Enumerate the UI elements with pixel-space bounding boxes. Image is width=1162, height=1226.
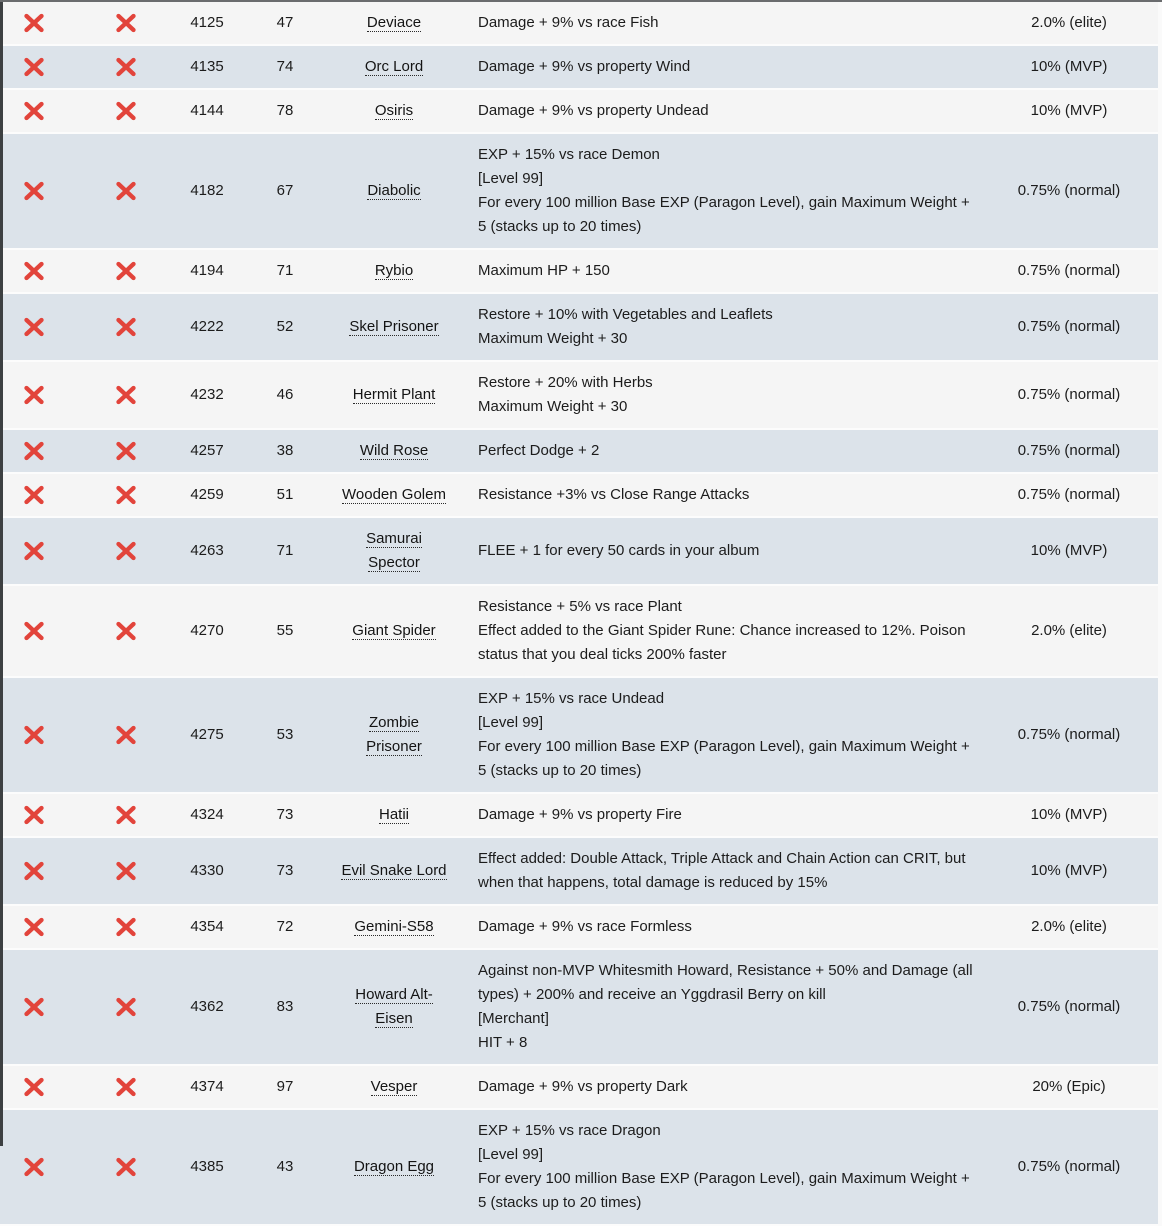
x-icon	[23, 13, 45, 33]
unavailable-cell-2	[68, 995, 184, 1019]
card-name-link[interactable]: Wooden Golem	[342, 486, 446, 503]
drop-rate: 2.0% (elite)	[1031, 918, 1107, 935]
unavailable-cell-2	[68, 55, 184, 79]
drop-rate: 0.75% (normal)	[1017, 262, 1121, 279]
card-level: 46	[276, 386, 294, 403]
unavailable-cell-1	[0, 1155, 68, 1179]
unavailable-cell-1	[0, 859, 68, 883]
effect-line: [Level 99]	[478, 170, 544, 187]
table-row	[0, 1110, 1158, 1226]
card-name-cell	[340, 11, 448, 35]
card-name-cell	[340, 915, 448, 939]
drop-rate: 0.75% (normal)	[1017, 998, 1121, 1015]
effect-line: EXP + 15% vs race Dragon	[478, 1122, 661, 1139]
card-effects	[448, 439, 980, 463]
card-level: 43	[276, 1158, 294, 1175]
card-effects	[448, 303, 980, 351]
unavailable-cell-1	[0, 383, 68, 407]
x-icon	[115, 541, 137, 561]
x-icon	[23, 317, 45, 337]
card-name-link[interactable]: Howard Alt-Eisen	[355, 986, 433, 1027]
card-name-cell	[340, 259, 448, 283]
drop-rate: 0.75% (normal)	[1017, 442, 1121, 459]
unavailable-cell-2	[68, 259, 184, 283]
effect-line: For every 100 million Base EXP (Paragon Level), gain Maximum Weight + 5 (stacks up to 20 times)	[478, 194, 970, 235]
drop-rate: 0.75% (normal)	[1017, 1158, 1121, 1175]
drop-rate: 0.75% (normal)	[1017, 486, 1121, 503]
unavailable-cell-1	[0, 619, 68, 643]
table-row	[0, 2, 1158, 46]
table-row	[0, 250, 1158, 294]
card-name-link[interactable]: Skel Prisoner	[349, 318, 439, 335]
table-row	[0, 294, 1158, 362]
card-name-cell	[340, 1155, 448, 1179]
x-icon	[23, 57, 45, 77]
card-name-link[interactable]: Osiris	[374, 102, 414, 119]
unavailable-cell-1	[0, 483, 68, 507]
effect-line: Resistance +3% vs Close Range Attacks	[478, 486, 750, 503]
card-name-cell	[340, 711, 448, 759]
x-icon	[23, 181, 45, 201]
unavailable-cell-1	[0, 915, 68, 939]
x-icon	[115, 621, 137, 641]
card-name-link[interactable]: Deviace	[366, 14, 422, 31]
x-icon	[23, 861, 45, 881]
x-icon	[23, 917, 45, 937]
card-name-link[interactable]: Hermit Plant	[352, 386, 436, 403]
x-icon	[23, 485, 45, 505]
card-id: 4194	[190, 262, 224, 279]
card-name-cell	[340, 55, 448, 79]
x-icon	[23, 621, 45, 641]
drop-rate: 10% (MVP)	[1030, 806, 1108, 823]
drop-rate: 2.0% (elite)	[1031, 14, 1107, 31]
effect-line: Restore + 10% with Vegetables and Leaflets	[478, 306, 773, 323]
table-row	[0, 518, 1158, 586]
card-effects	[448, 11, 980, 35]
card-id: 4144	[190, 102, 224, 119]
x-icon	[23, 997, 45, 1017]
unavailable-cell-2	[68, 1155, 184, 1179]
card-level: 97	[276, 1078, 294, 1095]
card-effects	[448, 803, 980, 827]
unavailable-cell-2	[68, 915, 184, 939]
table-row	[0, 46, 1158, 90]
card-level: 55	[276, 622, 294, 639]
effect-line: Effect added: Double Attack, Triple Attack and Chain Action can CRIT, but when that happens, total damage is reduced by 15%	[478, 850, 966, 891]
card-name-link[interactable]: Samurai Spector	[366, 530, 422, 571]
card-id: 4257	[190, 442, 224, 459]
unavailable-cell-1	[0, 179, 68, 203]
card-name-cell	[340, 315, 448, 339]
unavailable-cell-1	[0, 1075, 68, 1099]
unavailable-cell-2	[68, 1075, 184, 1099]
x-icon	[115, 317, 137, 337]
unavailable-cell-2	[68, 539, 184, 563]
card-id: 4324	[190, 806, 224, 823]
drop-rate: 20% (Epic)	[1032, 1078, 1106, 1095]
card-name-link[interactable]: Gemini-S58	[354, 918, 434, 935]
card-effects	[448, 99, 980, 123]
card-name-cell	[340, 383, 448, 407]
x-icon	[115, 13, 137, 33]
card-name-link[interactable]: Wild Rose	[359, 442, 429, 459]
table-row	[0, 586, 1158, 678]
table-row	[0, 678, 1158, 794]
card-id: 4232	[190, 386, 224, 403]
x-icon	[23, 1157, 45, 1177]
effect-line: [Level 99]	[478, 714, 544, 731]
card-name-cell	[340, 983, 448, 1031]
card-effects	[448, 483, 980, 507]
card-level: 53	[276, 726, 294, 743]
drop-rate: 0.75% (normal)	[1017, 726, 1121, 743]
card-name-link[interactable]: Orc Lord	[364, 58, 424, 75]
effect-line: Against non-MVP Whitesmith Howard, Resistance + 50% and Damage (all types) + 200% and receive an Yggdrasil Berry on kill	[478, 962, 973, 1003]
x-icon	[115, 861, 137, 881]
table-row	[0, 1066, 1158, 1110]
card-level: 78	[276, 102, 294, 119]
unavailable-cell-2	[68, 179, 184, 203]
card-effects	[448, 959, 980, 1055]
card-level: 71	[276, 262, 294, 279]
card-level: 71	[276, 542, 294, 559]
effect-line: Perfect Dodge + 2	[478, 442, 600, 459]
card-level: 73	[276, 806, 294, 823]
card-effects	[448, 1119, 980, 1215]
card-name-cell	[340, 803, 448, 827]
card-effects	[448, 687, 980, 783]
x-icon	[115, 181, 137, 201]
card-level: 83	[276, 998, 294, 1015]
card-id: 4354	[190, 918, 224, 935]
card-rows	[0, 2, 1158, 1226]
effect-line: Maximum Weight + 30	[478, 398, 628, 415]
card-name-link[interactable]: Dragon Egg	[353, 1158, 435, 1175]
table-row	[0, 950, 1158, 1066]
unavailable-cell-1	[0, 539, 68, 563]
card-name-cell	[340, 179, 448, 203]
card-name-cell	[340, 527, 448, 575]
drop-rate: 0.75% (normal)	[1017, 386, 1121, 403]
effect-line: Damage + 9% vs property Dark	[478, 1078, 688, 1095]
effect-line: HIT + 8	[478, 1034, 528, 1051]
effect-line: Damage + 9% vs race Formless	[478, 918, 692, 935]
unavailable-cell-2	[68, 383, 184, 407]
table-row	[0, 906, 1158, 950]
x-icon	[23, 261, 45, 281]
card-effects	[448, 55, 980, 79]
effect-line: EXP + 15% vs race Demon	[478, 146, 660, 163]
drop-rate: 10% (MVP)	[1030, 542, 1108, 559]
table-row	[0, 90, 1158, 134]
card-effects	[448, 371, 980, 419]
card-effects	[448, 539, 980, 563]
unavailable-cell-1	[0, 11, 68, 35]
card-effects	[448, 915, 980, 939]
drop-rate: 10% (MVP)	[1030, 102, 1108, 119]
x-icon	[23, 1077, 45, 1097]
card-id: 4362	[190, 998, 224, 1015]
x-icon	[115, 917, 137, 937]
card-level: 47	[276, 14, 294, 31]
card-name-cell	[340, 483, 448, 507]
effect-line: Maximum Weight + 30	[478, 330, 628, 347]
card-effects	[448, 143, 980, 239]
drop-rate: 0.75% (normal)	[1017, 318, 1121, 335]
effect-line: Resistance + 5% vs race Plant	[478, 598, 682, 615]
unavailable-cell-1	[0, 995, 68, 1019]
unavailable-cell-2	[68, 315, 184, 339]
x-icon	[115, 57, 137, 77]
card-id: 4263	[190, 542, 224, 559]
effect-line: Damage + 9% vs property Undead	[478, 102, 709, 119]
unavailable-cell-2	[68, 483, 184, 507]
unavailable-cell-1	[0, 99, 68, 123]
card-level: 38	[276, 442, 294, 459]
card-effects	[448, 259, 980, 283]
card-level: 52	[276, 318, 294, 335]
card-id: 4135	[190, 58, 224, 75]
card-name-link[interactable]: Evil Snake Lord	[341, 862, 447, 879]
card-id: 4374	[190, 1078, 224, 1095]
card-name-cell	[340, 439, 448, 463]
x-icon	[23, 441, 45, 461]
unavailable-cell-2	[68, 619, 184, 643]
card-effects	[448, 847, 980, 895]
card-level: 67	[276, 182, 294, 199]
card-name-link[interactable]: Diabolic	[367, 182, 421, 199]
card-name-cell	[340, 619, 448, 643]
card-name-link[interactable]: Giant Spider	[352, 622, 436, 639]
x-icon	[115, 101, 137, 121]
x-icon	[23, 541, 45, 561]
card-level: 51	[276, 486, 294, 503]
card-id: 4222	[190, 318, 224, 335]
table-row	[0, 474, 1158, 518]
x-icon	[115, 261, 137, 281]
x-icon	[115, 725, 137, 745]
effect-line: Effect added to the Giant Spider Rune: Chance increased to 12%. Poison status that you deal ticks 200% faster	[478, 622, 966, 663]
unavailable-cell-2	[68, 859, 184, 883]
unavailable-cell-1	[0, 439, 68, 463]
effect-line: Restore + 20% with Herbs	[478, 374, 653, 391]
effect-line: [Merchant]	[478, 1010, 549, 1027]
table-row	[0, 794, 1158, 838]
table-row	[0, 430, 1158, 474]
effect-line: Damage + 9% vs property Fire	[478, 806, 682, 823]
unavailable-cell-1	[0, 723, 68, 747]
effect-line: For every 100 million Base EXP (Paragon Level), gain Maximum Weight + 5 (stacks up to 20 times)	[478, 738, 970, 779]
x-icon	[115, 1157, 137, 1177]
card-name-link[interactable]: Zombie Prisoner	[366, 714, 422, 755]
x-icon	[23, 805, 45, 825]
drop-rate: 10% (MVP)	[1030, 862, 1108, 879]
x-icon	[115, 1077, 137, 1097]
card-level: 73	[276, 862, 294, 879]
card-id: 4275	[190, 726, 224, 743]
card-effects	[448, 1075, 980, 1099]
unavailable-cell-1	[0, 803, 68, 827]
unavailable-cell-2	[68, 439, 184, 463]
card-level: 74	[276, 58, 294, 75]
drop-rate: 10% (MVP)	[1030, 58, 1108, 75]
card-name-cell	[340, 859, 448, 883]
effect-line: [Level 99]	[478, 1146, 544, 1163]
drop-rate: 2.0% (elite)	[1031, 622, 1107, 639]
effect-line: For every 100 million Base EXP (Paragon Level), gain Maximum Weight + 5 (stacks up to 20 times)	[478, 1170, 970, 1211]
effect-line: Damage + 9% vs property Wind	[478, 58, 691, 75]
x-icon	[23, 101, 45, 121]
x-icon	[115, 385, 137, 405]
card-name-link[interactable]: Hatii	[378, 806, 409, 823]
effect-line: FLEE + 1 for every 50 cards in your album	[478, 542, 760, 559]
table-row	[0, 134, 1158, 250]
table-left-border	[0, 2, 3, 1146]
unavailable-cell-2	[68, 803, 184, 827]
card-level: 72	[276, 918, 294, 935]
unavailable-cell-2	[68, 11, 184, 35]
unavailable-cell-2	[68, 723, 184, 747]
effect-line: EXP + 15% vs race Undead	[478, 690, 665, 707]
card-id: 4330	[190, 862, 224, 879]
effect-line: Maximum HP + 150	[478, 262, 610, 279]
card-name-cell	[340, 1075, 448, 1099]
x-icon	[115, 805, 137, 825]
table-row	[0, 362, 1158, 430]
unavailable-cell-2	[68, 99, 184, 123]
card-id: 4385	[190, 1158, 224, 1175]
effect-line: Damage + 9% vs race Fish	[478, 14, 659, 31]
card-name-link[interactable]: Rybio	[374, 262, 414, 279]
x-icon	[115, 485, 137, 505]
x-icon	[23, 725, 45, 745]
card-name-cell	[340, 99, 448, 123]
unavailable-cell-1	[0, 315, 68, 339]
card-effects	[448, 595, 980, 667]
card-id: 4182	[190, 182, 224, 199]
drop-rate: 0.75% (normal)	[1017, 182, 1121, 199]
x-icon	[115, 997, 137, 1017]
unavailable-cell-1	[0, 55, 68, 79]
x-icon	[115, 441, 137, 461]
card-id: 4259	[190, 486, 224, 503]
card-id: 4270	[190, 622, 224, 639]
card-name-link[interactable]: Vesper	[370, 1078, 418, 1095]
card-id: 4125	[190, 14, 224, 31]
x-icon	[23, 385, 45, 405]
unavailable-cell-1	[0, 259, 68, 283]
table-row	[0, 838, 1158, 906]
